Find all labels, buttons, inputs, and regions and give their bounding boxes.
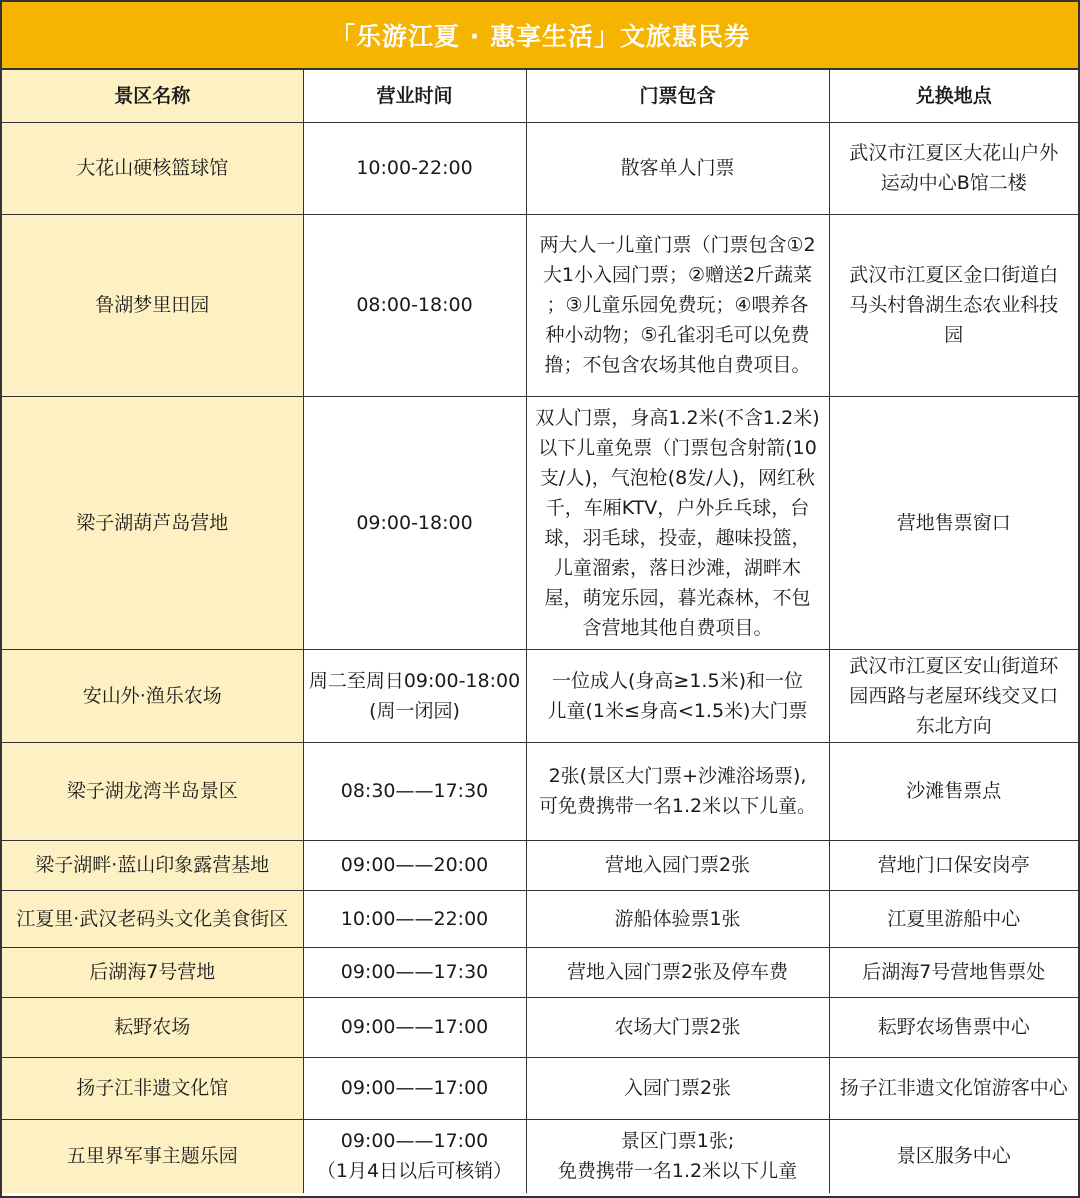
venue-name-cell: [2, 1119, 303, 1193]
venue-name-cell: [2, 742, 303, 840]
venue-name-cell-text: 后湖海7号营地: [89, 961, 216, 983]
ticket-includes-cell-text: 散客单人门票: [620, 157, 735, 179]
opening-hours-cell-text: 09:00——17:00 （1月4日以后可核销）: [316, 1130, 513, 1183]
table-row: [2, 1119, 1078, 1193]
venue-name-cell: [2, 840, 303, 890]
opening-hours-cell: [303, 840, 526, 890]
redeem-location-cell: [829, 890, 1078, 947]
redeem-location-cell-text: 武汉市江夏区大花山户外 运动中心B馆二楼: [849, 142, 1059, 194]
opening-hours-cell-text: 10:00——22:00: [340, 907, 489, 930]
venue-name-cell-text: 梁子湖葫芦岛营地: [76, 511, 229, 534]
ticket-includes-cell-text: 2张(景区大门票+沙滩浴场票), 可免费携带一名1.2米以下儿童。: [538, 765, 817, 817]
redeem-location-cell: [829, 214, 1078, 396]
title-bar: [2, 2, 1078, 70]
opening-hours-cell-text: 08:00-18:00: [356, 294, 473, 316]
ticket-includes-cell: [526, 947, 829, 997]
opening-hours-cell-text: 09:00——20:00: [340, 854, 489, 876]
ticket-includes-cell-text: 营地入园门票2张: [604, 854, 751, 876]
redeem-location-cell-text: 景区服务中心: [896, 1145, 1011, 1168]
redeem-location-cell: [829, 1119, 1078, 1193]
redeem-location-cell: [829, 997, 1078, 1057]
redeem-location-cell: [829, 396, 1078, 649]
redeem-location-cell: [829, 742, 1078, 840]
ticket-includes-cell: [526, 122, 829, 214]
redeem-location-cell: [829, 840, 1078, 890]
ticket-includes-cell: [526, 997, 829, 1057]
opening-hours-cell: [303, 1057, 526, 1119]
opening-hours-cell: [303, 1119, 526, 1193]
opening-hours-cell: [303, 890, 526, 947]
opening-hours-cell: [303, 396, 526, 649]
redeem-location-cell-text: 营地门口保安岗亭: [877, 854, 1030, 876]
table-row: [2, 840, 1078, 890]
opening-hours-cell-text: 08:30——17:30: [340, 780, 489, 802]
venue-name-cell-text: 江夏里·武汉老码头文化美食街区: [16, 907, 289, 930]
table-header-row: [2, 70, 1078, 122]
venue-name-cell: [2, 396, 303, 649]
ticket-includes-cell: [526, 649, 829, 742]
ticket-includes-cell-text: 一位成人(身高≥1.5米)和一位 儿童(1米≤身高<1.5米)大门票: [547, 669, 808, 722]
venue-name-cell: [2, 890, 303, 947]
opening-hours-cell-text: 09:00——17:00: [340, 1077, 489, 1099]
header-hours: 营业时间: [303, 70, 526, 122]
redeem-location-cell: [829, 122, 1078, 214]
header-name: 景区名称: [2, 70, 303, 122]
opening-hours-cell: [303, 947, 526, 997]
ticket-includes-cell: [526, 742, 829, 840]
redeem-location-cell-text: 武汉市江夏区金口街道白 马头村鲁湖生态农业科技 园: [849, 264, 1059, 346]
ticket-includes-cell-text: 双人门票，身高1.2米(不含1.2米) 以下儿童免票（门票包含射箭(10 支/人)，气泡枪(8发/人)，网红秋 千，车厢KTV，户外乒乓球，台 球，羽毛球，投壶，趣味投篮， 儿童溜索，落日沙滩，湖畔木 屋，萌宠乐园，暮光森林，不包 含营地其他自费项目。: [535, 406, 820, 639]
ticket-includes-cell: [526, 396, 829, 649]
venue-name-cell: [2, 649, 303, 742]
table-row: [2, 122, 1078, 214]
venue-name-cell-text: 梁子湖龙湾半岛景区: [66, 780, 238, 802]
venue-name-cell-text: 扬子江非遗文化馆: [76, 1077, 229, 1099]
venue-name-cell: [2, 214, 303, 396]
page-title: 「乐游江夏 · 惠享生活」文旅惠民券: [330, 22, 750, 51]
venue-name-cell: [2, 1057, 303, 1119]
table-row: [2, 1057, 1078, 1119]
venue-name-cell: [2, 997, 303, 1057]
ticket-includes-cell-text: 入园门票2张: [623, 1077, 732, 1099]
venue-name-cell: [2, 122, 303, 214]
opening-hours-cell: [303, 214, 526, 396]
redeem-location-cell: [829, 649, 1078, 742]
venue-name-cell-text: 耘野农场: [114, 1016, 191, 1038]
ticket-includes-cell-text: 景区门票1张; 免费携带一名1.2米以下儿童: [557, 1130, 798, 1183]
table-row: [2, 890, 1078, 947]
opening-hours-cell-text: 10:00-22:00: [356, 157, 473, 179]
table-row: [2, 997, 1078, 1057]
redeem-location-cell-text: 江夏里游船中心: [887, 907, 1021, 930]
ticket-includes-cell: [526, 1057, 829, 1119]
ticket-includes-cell: [526, 890, 829, 947]
header-location: 兑换地点: [829, 70, 1078, 122]
opening-hours-cell: [303, 649, 526, 742]
opening-hours-cell-text: 周二至周日09:00-18:00 (周一闭园): [308, 669, 521, 722]
venue-table: [2, 70, 1078, 1193]
ticket-includes-cell-text: 农场大门票2张: [614, 1016, 741, 1038]
header-ticket: 门票包含: [526, 70, 829, 122]
opening-hours-cell: [303, 997, 526, 1057]
ticket-includes-cell-text: 营地入园门票2张及停车费: [566, 961, 789, 983]
redeem-location-cell: [829, 947, 1078, 997]
redeem-location-cell-text: 扬子江非遗文化馆游客中心: [839, 1077, 1068, 1099]
redeem-location-cell: [829, 1057, 1078, 1119]
redeem-location-cell-text: 营地售票窗口: [896, 511, 1011, 534]
redeem-location-cell-text: 武汉市江夏区安山街道环 园西路与老屋环线交叉口 东北方向: [849, 654, 1059, 737]
table-row: [2, 742, 1078, 840]
table-row: [2, 947, 1078, 997]
opening-hours-cell: [303, 122, 526, 214]
venue-name-cell-text: 五里界军事主题乐园: [66, 1145, 238, 1168]
table-row: [2, 214, 1078, 396]
ticket-includes-cell-text: 游船体验票1张: [614, 907, 741, 930]
venue-name-cell: [2, 947, 303, 997]
redeem-location-cell-text: 耘野农场售票中心: [877, 1016, 1030, 1038]
table-row: [2, 396, 1078, 649]
venue-name-cell-text: 安山外·渔乐农场: [82, 684, 222, 707]
opening-hours-cell: [303, 742, 526, 840]
opening-hours-cell-text: 09:00——17:30: [340, 961, 489, 983]
ticket-includes-cell-text: 两大人一儿童门票（门票包含①2 大1小入园门票；②赠送2斤蔬菜 ；③儿童乐园免费玩；④喂养各 种小动物；⑤孔雀羽毛可以免费 撸；不包含农场其他自费项目。: [539, 234, 816, 376]
venue-name-cell-text: 梁子湖畔·蓝山印象露营基地: [35, 854, 270, 876]
opening-hours-cell-text: 09:00——17:00: [340, 1016, 489, 1038]
venue-name-cell-text: 鲁湖梦里田园: [95, 294, 210, 316]
ticket-includes-cell: [526, 214, 829, 396]
opening-hours-cell-text: 09:00-18:00: [356, 511, 473, 534]
redeem-location-cell-text: 沙滩售票点: [906, 780, 1002, 802]
ticket-includes-cell: [526, 840, 829, 890]
table-row: [2, 649, 1078, 742]
redeem-location-cell-text: 后湖海7号营地售票处: [862, 961, 1046, 983]
venue-name-cell-text: 大花山硬核篮球馆: [76, 157, 229, 179]
ticket-includes-cell: [526, 1119, 829, 1193]
